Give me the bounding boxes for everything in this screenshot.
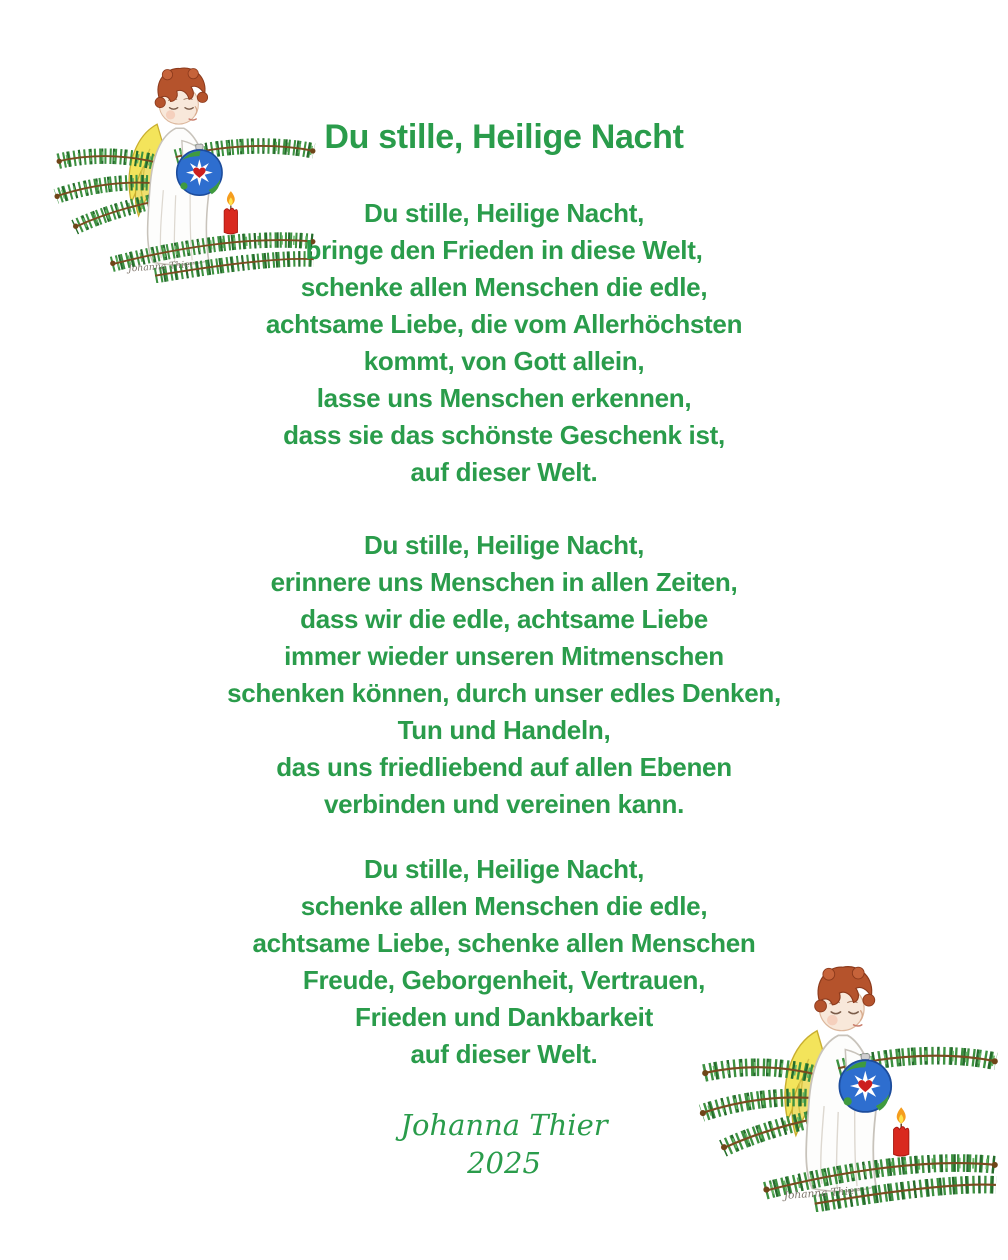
signature-block <box>0 1106 1008 1182</box>
poem-line: Frieden und Dankbarkeit <box>355 1002 653 1032</box>
poem-line: Du stille, Heilige Nacht, <box>363 854 644 884</box>
poem-line: achtsame Liebe, schenke allen Menschen <box>252 928 756 958</box>
poem-line: erinnere uns Menschen in allen Zeiten, <box>270 567 738 597</box>
stanza-2 <box>0 527 1008 823</box>
poem-line: dass wir die edle, achtsame Liebe <box>300 604 708 634</box>
poem-line: lasse uns Menschen erkennen, <box>316 383 692 413</box>
poem-line: schenken können, durch unser edles Denken, <box>227 678 781 708</box>
poem-line: Du stille, Heilige Nacht, <box>363 530 644 560</box>
poem-line: schenke allen Menschen die edle, <box>300 891 708 921</box>
poem-line: achtsame Liebe, die vom Allerhöchsten <box>265 309 743 339</box>
poem-line: Du stille, Heilige Nacht, <box>363 198 644 228</box>
year: 2025 <box>467 1146 541 1180</box>
poem-line: bringe den Frieden in diese Welt, <box>305 235 703 265</box>
page-title: Du stille, Heilige Nacht <box>324 118 684 156</box>
poem-line: dass sie das schönste Geschenk ist, <box>283 420 725 450</box>
poem-line: auf dieser Welt. <box>410 1039 598 1069</box>
stanza-1 <box>0 195 1008 491</box>
poem-line: auf dieser Welt. <box>410 457 598 487</box>
author-name: Johanna Thier <box>400 1108 608 1142</box>
poem-line: schenke allen Menschen die edle, <box>300 272 708 302</box>
poem-line: immer wieder unseren Mitmenschen <box>284 641 724 671</box>
poem-line: verbinden und vereinen kann. <box>323 789 685 819</box>
stanza-3 <box>0 851 1008 1073</box>
poem-line: Freude, Geborgenheit, Vertrauen, <box>302 965 706 995</box>
poem-line: das uns friedliebend auf allen Ebenen <box>276 752 732 782</box>
poem-line: Tun und Handeln, <box>397 715 611 745</box>
poem-line: kommt, von Gott allein, <box>363 346 645 376</box>
